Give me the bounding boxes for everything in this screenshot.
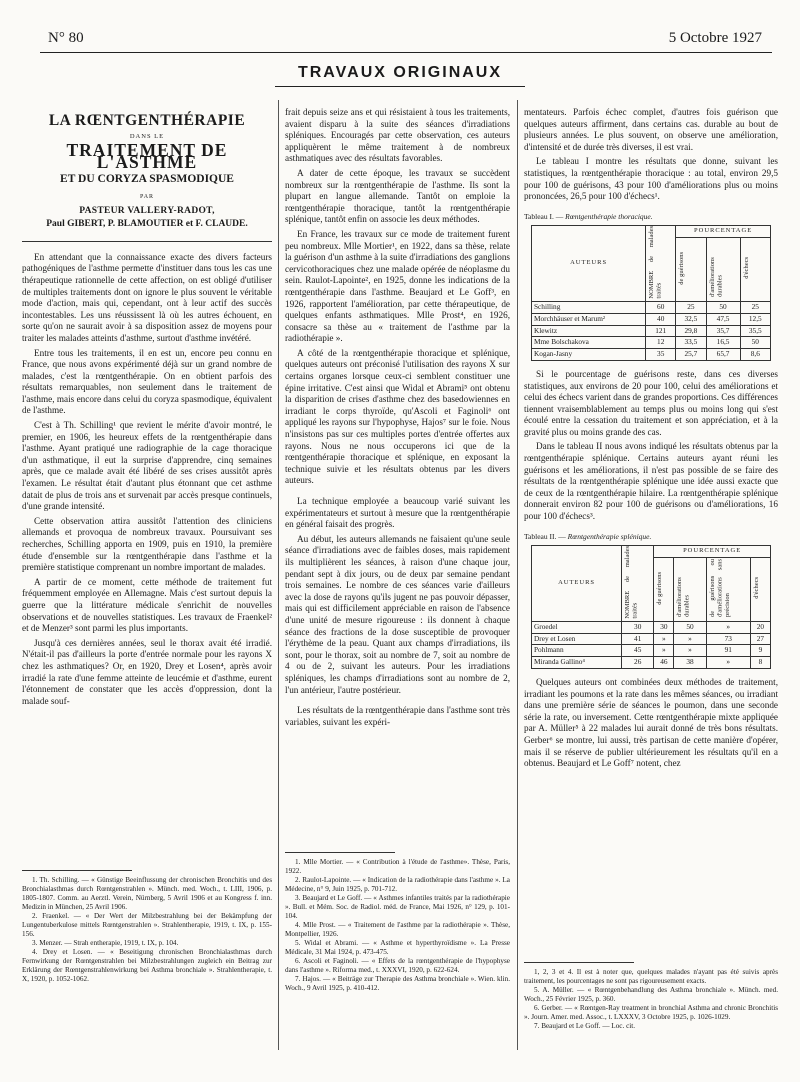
table-row bbox=[532, 645, 771, 657]
table-row bbox=[532, 337, 771, 349]
table-row bbox=[532, 633, 771, 645]
table-header: NOMBRE de malades traités bbox=[646, 226, 676, 302]
footnotes-column-1 bbox=[22, 876, 272, 984]
footnote: 4. Drey et Losen. — « Beseitigung chronischen Bronchialasthmas durch Fernwirkung der Rœntgenstrahlen bei Milzbestrahlungen zugleich ein Beitrag zur Erklärung der Rœntgenstrahlenwirkung bei Asthma bronchiale ». Strahlentherapie, t. X, 1920, p. 1052-1062. bbox=[22, 948, 272, 983]
table-cell: 26 bbox=[622, 657, 654, 669]
table-row bbox=[532, 657, 771, 669]
table-cell: Groedel bbox=[532, 621, 622, 633]
table-header: d'améliorations durables bbox=[706, 238, 740, 302]
footnote: 6. Ascoli et Faginoli. — « Effets de la rœntgenthérapie de l'hypophyse dans l'asthme ». Riforma med., t. XXXVI, 1920, p. 622-624. bbox=[285, 957, 510, 974]
column-2 bbox=[285, 107, 510, 728]
table-header: de guérisons ou d'améliorations sans précision bbox=[706, 558, 750, 622]
table-cell: 25,7 bbox=[676, 349, 706, 361]
table-cell: » bbox=[706, 657, 750, 669]
table-cell: 8,6 bbox=[740, 349, 770, 361]
table-cell: 46 bbox=[654, 657, 674, 669]
table-cell: Drey et Losen bbox=[532, 633, 622, 645]
table-header: AUTEURS bbox=[532, 226, 646, 302]
issue-number: N° 80 bbox=[48, 30, 84, 46]
footnote: 5. A. Müller. — « Rœntgenbehandlung des Asthma bronchiale ». Münch. med. Woch., 25 Février 1925, p. 360. bbox=[524, 986, 778, 1003]
table-cell: 41 bbox=[622, 633, 654, 645]
paragraph: Les résultats de la rœntgenthérapie dans l'asthme sont très variables, suivant les expéri- bbox=[285, 705, 510, 727]
section-rule bbox=[275, 86, 525, 87]
table-row bbox=[532, 325, 771, 337]
table-row bbox=[532, 621, 771, 633]
table-cell: 33,5 bbox=[676, 337, 706, 349]
table-cell: 40 bbox=[646, 313, 676, 325]
table-cell: 35,7 bbox=[706, 325, 740, 337]
article-title-line1: LA RŒNTGENTHÉRAPIE bbox=[48, 112, 246, 129]
table-2-caption: Tableau II. — Rœntgenthérapie splénique. bbox=[524, 531, 652, 541]
footnote: 4. Mlle Prost. — « Traitement de l'asthme par la radiothérapie ». Thèse, Montpellier, 1926. bbox=[285, 921, 510, 938]
table-row bbox=[532, 313, 771, 325]
column-1 bbox=[22, 107, 272, 707]
table-cell: 8 bbox=[750, 657, 770, 669]
table-cell: 35 bbox=[646, 349, 676, 361]
paragraph: La technique employée a beaucoup varié suivant les expérimentateurs et surtout à mesure que la rœntgenthérapie en général faisait des progrès. bbox=[285, 496, 510, 530]
table-cell: 45 bbox=[622, 645, 654, 657]
table-cell: » bbox=[654, 633, 674, 645]
table-cell: Mme Bolschakova bbox=[532, 337, 646, 349]
table-row bbox=[532, 349, 771, 361]
table-cell: » bbox=[674, 645, 706, 657]
paragraph: Dans le tableau II nous avons indiqué les résultats obtenus par la rœntgenthérapie splénique. Certains auteurs ayant réuni les guérisons et les améliorations, il n'est pas possible de se faire des résultats de la rœntgenthérapie splénique une idée aussi exacte que de ceux de la rœntgenthérapie hilaire. La rœntgenthérapie splénique donnerait environ 82 pour 100 de guérisons ou d'améliorations, 16 pour 100 d'échecs³. bbox=[524, 441, 778, 522]
table-header: NOMBRE de malades traités bbox=[622, 546, 654, 622]
paragraph: Entre tous les traitements, il en est un, encore peu connu en France, que nous avons expérimenté déjà sur un grand nombre de malades, c'est la rœntgenthérapie. On en obtient parfois des résultats remarquables, non seulement dans le traitement de l'asthme, mais encore dans celui du coryza spasmodique, équivalent de l'asthme. bbox=[22, 347, 272, 416]
table-header: POURCENTAGE bbox=[654, 546, 771, 558]
table-1-caption: Tableau I. — Rœntgenthérapie thoracique. bbox=[524, 211, 653, 221]
table-cell: » bbox=[654, 645, 674, 657]
table-header: de guérisons bbox=[654, 558, 674, 622]
table-cell: Pohlmann bbox=[532, 645, 622, 657]
article-title-dans: DANS LE bbox=[129, 132, 165, 140]
table-cell: 16,5 bbox=[706, 337, 740, 349]
table-cell: 30 bbox=[622, 621, 654, 633]
table-cell: 50 bbox=[740, 337, 770, 349]
footnote-rule-3 bbox=[524, 962, 634, 963]
footnote-rule-2 bbox=[285, 852, 395, 853]
table-cell: Schilling bbox=[532, 301, 646, 313]
footnote: 7. Hajos. — « Beiträge zur Therapie des Asthma bronchiale ». Wien. klin. Woch., 9 Avril 1925, p. 410-412. bbox=[285, 975, 510, 992]
footnote: 1. Th. Schilling. — « Günstige Beeinflussung der chronischen Bronchitis und des Bronchialasthmas durch Rœntgenstrahlen ». Münch. med. Woch., t. LIII, 1906, p. 1805-1807. Comm. au Aerztl. Verein, Nürnberg, 5 Avril 1906 et au Kongress f. inn. Medizin in München, 25 Avril 1906. bbox=[22, 876, 272, 911]
footnote: 2. Raulot-Lapointe. — « Indication de la radiothérapie dans l'asthme ». La Médecine, n° 9, Juin 1925, p. 701-712. bbox=[285, 876, 510, 893]
table-cell: Klewitz bbox=[532, 325, 646, 337]
table-cell: 29,8 bbox=[676, 325, 706, 337]
table-header: d'échecs bbox=[750, 558, 770, 622]
paragraph: Cette observation attira aussitôt l'attention des cliniciens allemands et provoqua de nombreux travaux. Poursuivant ses recherches, Schilling apporta en 1909, puis en 1910, la première étude d'ensemble sur la rœntgenthérapie dans l'asthme et la première statistique comprenant un nombre important de malades. bbox=[22, 515, 272, 573]
article-authors-2: Paul GIBERT, P. BLAMOUTIER et F. CLAUDE. bbox=[46, 219, 248, 230]
table-cell: 12 bbox=[646, 337, 676, 349]
paragraph: En attendant que la connaissance exacte des divers facteurs pathogéniques de l'asthme permette d'instituer dans tous les cas une thérapeutique rationnelle de cette affection, on est obligé d'utiliser de multiples traitements dont on ignore le plus souvent le véritable mode d'action, mais qui, cependant, ont à leur actif des succès incontestables. Les uns réussissent là où les autres échouent, en sorte qu'on ne saurait avoir à sa disposition assez de moyens pour traiter les malades atteints d'asthme, surtout d'asthme invétéré. bbox=[22, 251, 272, 343]
paragraph: Jusqu'à ces dernières années, seul le thorax avait été irradié. N'était-il pas d'ailleurs la porte d'entrée normale pour les rayons X chez les asthmatiques? Or, en 1920, Drey et Losen⁴, après avoir irradié la rate d'une femme atteinte de leucémie et d'asthme, eurent l'étonnement de constater que les accès d'oppression, dont la malade souf- bbox=[22, 637, 272, 706]
table-cell: Kogan-Jasny bbox=[532, 349, 646, 361]
table-header: d'échecs bbox=[740, 238, 770, 302]
article-par: PAR bbox=[139, 193, 155, 200]
article-author-1: PASTEUR VALLERY-RADOT, bbox=[79, 205, 215, 216]
article-title-line2: TRAITEMENT DE L'ASTHME bbox=[66, 140, 228, 172]
table-1 bbox=[531, 225, 771, 361]
title-rule bbox=[22, 241, 272, 242]
header-rule bbox=[40, 52, 772, 53]
table-cell: 9 bbox=[750, 645, 770, 657]
column-separator-2 bbox=[517, 100, 518, 1050]
table-cell: 25 bbox=[740, 301, 770, 313]
paragraph: frait depuis seize ans et qui résistaient à tous les traitements, avaient disparu à la suite des séances d'irradiations spléniques. Encouragés par cette observation, ces auteurs appliquèrent le même traitement à de nombreux asthmatiques avec des résultats favorables. bbox=[285, 107, 510, 164]
table-header: d'améliorations durables bbox=[674, 558, 706, 622]
paragraph: A partir de ce moment, cette méthode de traitement fut fréquemment employée en Allemagne. Mais c'est surtout depuis la guerre que la littérature médicale s'enrichit de nouvelles observations et de nouvelles statistiques. Les travaux de Fraenkel² et de Menzer³ sont parmi les plus importants. bbox=[22, 576, 272, 634]
table-cell: 50 bbox=[674, 621, 706, 633]
column-3 bbox=[524, 107, 778, 770]
issue-date: 5 Octobre 1927 bbox=[668, 30, 762, 46]
footnotes-column-3 bbox=[524, 968, 778, 1031]
paragraph: A côté de la rœntgenthérapie thoracique et splénique, quelques auteurs ont préconisé l'utilisation des rayons X sur certains organes lorsque ceux-ci semblent constituer une épine irritative. C'est ainsi que Widal et Abrami⁵ ont obtenu la disparition de crises d'asthme chez des basedowiennes en irradiant le corps thyroïde, qu'Ascoli et Faginoli⁶ ont appliqué les rayons sur l'hypophyse, Hajos⁷ sur le foie. Nous n'insistons pas sur ces multiples portes d'entrée offertes aux rayons. Nous ne nous occuperons ici que de la rœntgenthérapie thoracique et splénique, en exposant la technique suivie et les résultats obtenus par les divers auteurs. bbox=[285, 347, 510, 486]
paragraph: mentateurs. Parfois échec complet, d'autres fois guérison que quelques auteurs affirment, dans certains cas. durable au bout de plusieurs années. Le plus souvent, on observe une amélioration, d'intensité et de durée très diverses, il est vrai. bbox=[524, 107, 778, 152]
table-cell: 60 bbox=[646, 301, 676, 313]
table-cell: 30 bbox=[654, 621, 674, 633]
footnote: 1. Mlle Mortier. — « Contribution à l'étude de l'asthme». Thèse, Paris, 1922. bbox=[285, 858, 510, 875]
footnotes-column-2 bbox=[285, 858, 510, 993]
footnote: 2. Fraenkel. — « Der Wert der Milzbestrahlung bei der Bekämpfung der Lungentuberkulose mittels Rœntgenstrahlen ». Strahlentherapie, 1919, t. IX, p. 155-156. bbox=[22, 912, 272, 938]
table-cell: 47,5 bbox=[706, 313, 740, 325]
table-cell: Miranda Gallino⁴ bbox=[532, 657, 622, 669]
paragraph: Au début, les auteurs allemands ne faisaient qu'une seule séance d'irradiations avec de faibles doses, mais rapidement ils multiplièrent les séances, à raison d'une chaque jour, pendant sept à dix jours, ou de deux par semaine pendant trois semaines. Le nombre de ces séances varie d'ailleurs avec la dose de rayons qu'ils jugent ne pas pouvoir dépasser, mais qui est difficilement appréciable en raison de l'absence d'une unité de mesure rigoureuse : ils donnent à chaque séance des fractions de la dose susceptible de provoquer l'érythème de la peau. Quant aux champs d'irradiations, ils sont, pour le thorax, soit au nombre de 7, soit au nombre de 4 ou de 2, suivant les auteurs. Pour les irradiations spléniques, les champs d'irradiations sont au nombre de 2, l'un antérieur, l'autre postérieur. bbox=[285, 533, 510, 695]
table-cell: 32,5 bbox=[676, 313, 706, 325]
paragraph: En France, les travaux sur ce mode de traitement furent peu nombreux. Mlle Mortier¹, en 1922, dans sa thèse, relate la guérison d'un asthme à la suite d'irradiations des ganglions cervicothoraciques chez une malade opérée de néoplasme du sein. Raulot-Lapointe², en 1925, donne les indications de la rœntgenthérapie dans l'asthme. Beaujard et Le Goff³, en 1926, rapportent l'amélioration, par cette thérapeutique, de quelques enfants asthmatiques. Mlle Prost⁴, en 1926, consacre sa thèse au « traitement de l'asthme par la radiothérapie ». bbox=[285, 228, 510, 344]
footnote: 1, 2, 3 et 4. Il est à noter que, quelques malades n'ayant pas été suivis après traitement, les pourcentages ne sont pas rigoureusement exacts. bbox=[524, 968, 778, 985]
footnote-rule-1 bbox=[22, 870, 132, 871]
table-cell: 73 bbox=[706, 633, 750, 645]
footnote: 6. Gerber. — « Rœntgen-Ray treatment in bronchial Asthma and chronic Bronchitis ». Journ. Amer. med. Assoc., t. LXXXV, 3 Octobre 1925, p. 1026-1029. bbox=[524, 1004, 778, 1021]
paragraph: Si le pourcentage de guérisons reste, dans ces diverses statistiques, aux environs de 20 pour 100, celui des améliorations et celui des échecs varient dans de grandes proportions. Ces différences tiennent vraisemblablement au temps plus ou moins long qui s'est écoulé entre la cessation du traitement et son appréciation, et à la gravité plus ou moins grande des cas. bbox=[524, 368, 778, 437]
section-title: TRAVAUX ORIGINAUX bbox=[297, 64, 503, 81]
paragraph: Quelques auteurs ont combinées deux méthodes de traitement, irradiant les poumons et la rate dans les mêmes séances, ou irradiant dans une première série de séances le poumon, dans une seconde série la rate, ou inversement. Cette rœntgenthérapie mixte appliquée par A. Müller⁵ à 22 malades lui aurait donné de très bons résultats. Gerber⁶ se montre, lui aussi, très partisan de cette manière d'opérer, mais il se réserve de publier ultérieurement les résultats qu'il en a obtenus. Beaujard et Le Goff⁷ notent, chez bbox=[524, 677, 778, 769]
table-header: POURCENTAGE bbox=[676, 226, 771, 238]
table-cell: » bbox=[706, 621, 750, 633]
table-cell: 35,5 bbox=[740, 325, 770, 337]
table-cell: 50 bbox=[706, 301, 740, 313]
table-cell: 27 bbox=[750, 633, 770, 645]
footnote: 5. Widal et Abrami. — « Asthme et hyperthyroïdisme ». La Presse Médicale, 31 Mai 1924, p. 473-475. bbox=[285, 939, 510, 956]
table-header: AUTEURS bbox=[532, 546, 622, 622]
table-cell: 65,7 bbox=[706, 349, 740, 361]
table-header: de guérisons bbox=[676, 238, 706, 302]
table-2 bbox=[531, 545, 771, 669]
footnote: 7. Beaujard et Le Goff. — Loc. cit. bbox=[534, 1022, 636, 1030]
table-cell: 20 bbox=[750, 621, 770, 633]
footnote: 3. Beaujard et Le Goff. — « Asthmes infantiles traités par la radiothérapie ». Bull. et Mém. Soc. de Radiol. méd. de France, Mai 1926, n° 129, p. 101-104. bbox=[285, 894, 510, 920]
footnote: 3. Menzer. — Strah entherapie, 1919, t. IX, p. 104. bbox=[32, 939, 179, 947]
table-cell: 25 bbox=[676, 301, 706, 313]
paragraph: C'est à Th. Schilling¹ que revient le mérite d'avoir montré, le premier, en 1906, les heureux effets de la rœntgenthérapie dans l'asthme. Ayant pratiqué une radiographie de la cage thoracique d'un asthmatique, il eut la surprise d'apprendre, cinq semaines après, que ce malade avait été libéré de ses crises aussitôt après l'examen. Le résultat était d'autant plus étonnant que cet asthme datait de plus de trois ans et survenait par accès presque continuels, d'une grande intensité. bbox=[22, 420, 272, 512]
paragraph: Le tableau I montre les résultats que donne, suivant les statistiques, la rœntgenthérapie thoracique : au total, environ 29,5 pour 100 de guérisons, 43 pour 100 d'améliorations plus ou moins prononcées, 26,5 pour 100 d'échecs¹. bbox=[524, 156, 778, 202]
article-title-line3: ET DU CORYZA SPASMODIQUE bbox=[60, 173, 234, 186]
table-cell: 12,5 bbox=[740, 313, 770, 325]
table-cell: » bbox=[674, 633, 706, 645]
table-cell: 121 bbox=[646, 325, 676, 337]
paragraph: A dater de cette époque, les travaux se succèdent nombreux sur la rœntgenthérapie de l'asthme. Ils sont la plupart en langue allemande. Tantôt on emploie la rœntgenthérapie thoracique, tantôt la rœntgenthérapie splénique, tantôt enfin on associe les deux méthodes. bbox=[285, 167, 510, 225]
table-row bbox=[532, 301, 771, 313]
table-cell: Morchhäuser et Marum² bbox=[532, 313, 646, 325]
column-separator-1 bbox=[278, 100, 279, 1050]
table-cell: 38 bbox=[674, 657, 706, 669]
table-cell: 91 bbox=[706, 645, 750, 657]
